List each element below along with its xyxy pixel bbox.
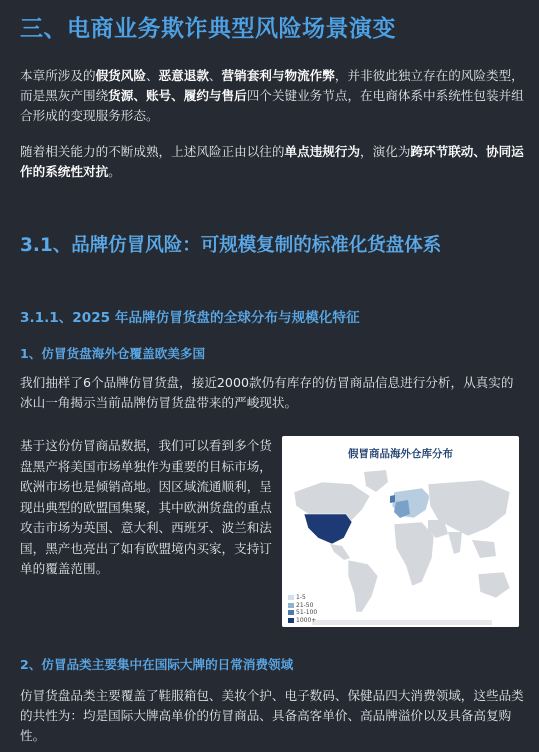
emphasis-text: 货源、账号、履约与售后 bbox=[108, 88, 247, 103]
map-legend bbox=[288, 594, 317, 624]
legend-swatch bbox=[288, 595, 294, 600]
body-text: 四个关键业务节点，在电商体系中系统性包装并组合形成的变现服务形态。 bbox=[20, 88, 524, 123]
uk-region bbox=[390, 495, 395, 503]
section-heading-3-1-1: 3.1.1、2025 年品牌仿冒货盘的全球分布与规模化特征 bbox=[20, 310, 360, 326]
body-text: 、 bbox=[208, 68, 222, 83]
figure-title: 假冒商品海外仓库分布 bbox=[348, 448, 453, 460]
body-text: 随着相关能力的不断成熟，上述风险正由以往的 bbox=[20, 144, 285, 159]
body-text: ，演化为 bbox=[360, 144, 411, 159]
section-heading-3-1: 3.1、品牌仿冒风险：可规模复制的标准化货盘体系 bbox=[20, 235, 442, 256]
chapter-heading: 三、电商业务欺诈典型风险场景演变 bbox=[20, 16, 396, 42]
sub2-paragraph: 仿冒货盘品类主要覆盖了鞋服箱包、美妆个护、电子数码、保健品四大消费领域，这些品类的共性为：均是国际大牌高单价的仿冒商品、具备高客单价、高品牌溢价以及具备高复购性。 bbox=[20, 688, 524, 743]
body-text: ，并非彼此独立存在的风险类型，而是黑灰产围绕 bbox=[20, 68, 524, 103]
intro-paragraph-1 bbox=[20, 66, 525, 126]
subheading-2: 2、仿冒品类主要集中在国际大牌的日常消费领域 bbox=[20, 657, 294, 672]
body-text: 、 bbox=[145, 68, 159, 83]
subheading-1: 1、仿冒货盘海外仓覆盖欧美多国 bbox=[20, 346, 206, 361]
legend-label: 1000+ bbox=[296, 616, 317, 624]
legend-swatch bbox=[288, 618, 294, 623]
warehouse-map-figure bbox=[282, 436, 519, 627]
sub1-paragraph: 我们抽样了6个品牌仿冒货盘，接近2000款仍有库存的仿冒商品信息进行分析，从真实的冰山一角揭示当前品牌仿冒货盘带来的严峻现状。 bbox=[20, 375, 514, 410]
legend-item bbox=[288, 609, 317, 617]
body-text: 本章所涉及的 bbox=[20, 68, 96, 83]
antarctica-region bbox=[312, 620, 492, 625]
legend-item bbox=[288, 602, 317, 610]
legend-label: 21-50 bbox=[296, 601, 314, 609]
emphasis-text: 单点违规行为 bbox=[284, 144, 361, 159]
legend-label: 1-5 bbox=[296, 594, 306, 601]
sub1-side-paragraph: 基于这份仿冒商品数据，我们可以看到多个货盘黑产将美国市场单独作为重要的目标市场，欧洲市场也是倾销高地。因区域流通顺利，呈现出典型的欧盟国集聚，其中欧洲货盘的重点攻击市场为英国、意大利、西班牙、波兰和法国，黑产也亮出了如有欧盟境内买家，支持订单的覆盖范围。 bbox=[20, 438, 272, 576]
intro-paragraph-2 bbox=[20, 142, 525, 182]
legend-swatch bbox=[288, 603, 294, 608]
body-text: 。 bbox=[108, 164, 121, 179]
emphasis-text: 营销套利与物流作弊 bbox=[221, 68, 335, 83]
emphasis-text: 恶意退款 bbox=[158, 68, 209, 83]
world-map bbox=[282, 462, 519, 627]
legend-item bbox=[288, 617, 317, 625]
emphasis-text: 跨环节联动、协同运作的系统性对抗 bbox=[20, 144, 524, 179]
legend-label: 51-100 bbox=[296, 609, 318, 616]
legend-item bbox=[288, 594, 317, 602]
legend-swatch bbox=[288, 610, 294, 615]
emphasis-text: 假货风险 bbox=[95, 68, 146, 83]
